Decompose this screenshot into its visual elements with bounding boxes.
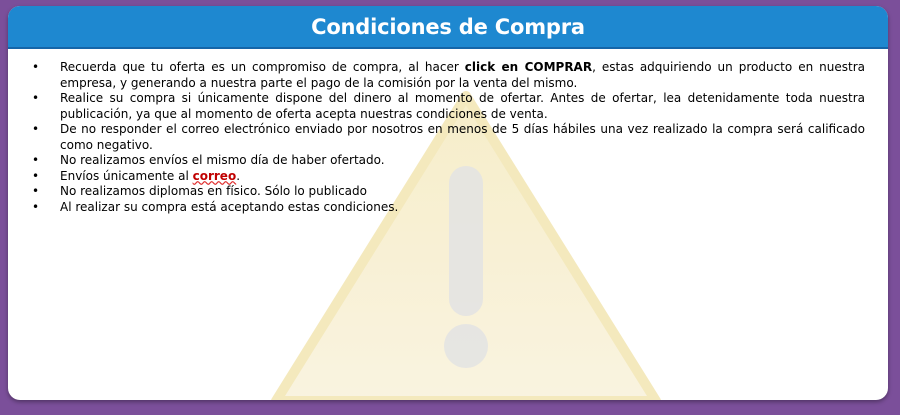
header-bar — [8, 6, 888, 49]
item-text: No realizamos diplomas en físico. Sólo lo publicado — [60, 184, 367, 198]
item-text: No realizamos envíos el mismo día de haber ofertado. — [60, 153, 385, 167]
list-item — [30, 122, 865, 153]
bullet: • — [32, 60, 40, 74]
item-text: De no responder el correo electrónico enviado por nosotros en menos de 5 días hábiles una vez realizado la compra será calificado como negativo. — [60, 122, 865, 152]
item-text: , estas adquiriendo un producto en nuestra empresa, y generando a nuestra parte el pago de la comisión por la venta del mismo. — [60, 60, 866, 90]
bullet: • — [32, 168, 40, 183]
list-item — [30, 169, 865, 185]
item-text: Recuerda que tu oferta es un compromiso de compra, al hacer — [60, 60, 465, 74]
page-title: Condiciones de Compra — [311, 14, 585, 39]
bullet: • — [32, 153, 40, 167]
conditions-list — [30, 60, 865, 215]
conditions-card — [8, 6, 888, 400]
list-item — [30, 184, 865, 200]
list-item — [30, 200, 865, 216]
bullet: • — [32, 184, 40, 198]
bullet: • — [32, 122, 40, 136]
item-text: . — [236, 168, 241, 183]
list-item — [30, 91, 865, 122]
item-emphasis: click en COMPRAR — [464, 60, 593, 74]
bullet: • — [32, 199, 40, 214]
item-text: Realice su compra si únicamente dispone del dinero al momento de ofertar. Antes de ofertar, lea detenidamente toda nuestra publicación, ya que al momento de oferta acepta nuestras condiciones de venta. — [60, 91, 865, 121]
item-text: Al realizar su compra está aceptando estas condiciones. — [60, 199, 399, 214]
bullet: • — [32, 91, 40, 105]
list-item — [30, 60, 865, 91]
list-item — [30, 153, 865, 169]
correo-link[interactable]: correo — [192, 168, 237, 183]
item-text: Envíos únicamente al — [60, 168, 193, 183]
